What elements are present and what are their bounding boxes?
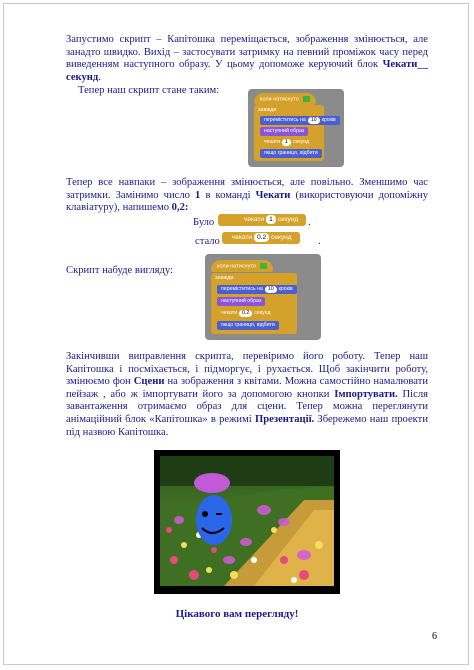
wait-unit-2: секунд (254, 310, 271, 316)
flower-stage-image (154, 450, 340, 594)
wait-block-2 (217, 309, 275, 318)
page-number: 6 (432, 631, 437, 642)
became-wait-unit: секунд (271, 234, 292, 241)
was-wait-value: 1 (266, 215, 276, 224)
decrease-bold-2: Чекати (255, 189, 291, 201)
scratch-script-1 (248, 89, 344, 167)
conclusion-text-2: на зображення з квітами. Можна самостійно намалювати пейзаж , або ж імпортувати його за допомогою кнопки (66, 376, 429, 400)
bounce-block (260, 149, 322, 158)
hat-label: коли натиснуто (260, 96, 299, 103)
conclusion-bold-import: Імпортувати. (334, 388, 398, 400)
conclusion-bold-presentation: Презентації. (255, 413, 315, 425)
bounce-block-2 (217, 321, 279, 330)
hat-label-2: коли натиснуто (217, 263, 256, 270)
paragraph-script-look (66, 265, 173, 278)
next-costume-label-2: наступний образ (221, 298, 262, 304)
became-wait-label: чекати (232, 234, 253, 241)
decrease-text-1: Тепер все навпаки – зображення змінюється, але повільно. Зменшимо час затримки. Замінимо число (66, 177, 428, 201)
when-flag-block-2 (211, 260, 273, 272)
was-wait-label: чекати (244, 216, 265, 223)
decrease-text-2: в команді (205, 189, 251, 201)
move-label: переміститись на (264, 117, 306, 123)
script-look-text: Скрипт набуде вигляду: (66, 265, 173, 276)
move-steps-value-2: 10 (265, 286, 277, 293)
forever-label-2: завжди (215, 275, 234, 281)
move-label-2: переміститись на (221, 286, 263, 292)
script-intro-text: Тепер наш скрипт стане таким: (78, 85, 220, 96)
next-costume-label: наступний образ (264, 128, 305, 134)
bounce-label: якщо границя, відбити (264, 150, 318, 156)
conclusion-text-4: Збережемо наш проекти під назвою Капітошка. (66, 413, 428, 438)
decrease-bold-1: 1 (195, 189, 201, 201)
was-wait-block (218, 214, 306, 226)
intro-end: . (98, 71, 101, 83)
decrease-text-3: (використовуючи допоміжну клавіатуру), напишемо (66, 189, 428, 214)
forever-label: завжди (258, 107, 277, 113)
wait-seconds-value-2: 0.2 (239, 310, 252, 317)
next-costume-block-2 (217, 297, 265, 306)
conclusion-bold-scene: Сцени (133, 376, 165, 388)
was-label: Було (193, 217, 215, 228)
wait-label-2: чекати (221, 310, 238, 316)
move-steps-value: 10 (308, 117, 320, 124)
green-flag-icon-2 (260, 263, 267, 269)
became-wait-value: 0.2 (254, 233, 269, 242)
move-block-2 (217, 285, 297, 294)
became-wait-block (222, 232, 300, 244)
paragraph-decrease-delay (66, 177, 428, 215)
move-block (260, 116, 340, 125)
intro-text: Запустимо скрипт – Капітошка переміщається, зображення змінюється, але занадто швидко. Вихід – застосувати затримку на певний проміжок часу перед виведенням наступного образу. У цьому допоможе керуючий блок (66, 34, 428, 71)
when-flag-block (254, 93, 316, 105)
conclusion-text-1: Закінчивши виправлення скрипта, перевіримо його роботу. Тепер наш Капітошка і посміхається, і підморгує, і рухається. Щоб закінчити роботу, змінюємо фон (66, 351, 428, 388)
decrease-colon: : (184, 202, 189, 214)
green-flag-icon (303, 96, 310, 102)
wait-block (260, 138, 313, 147)
move-unit: кроків (321, 117, 336, 123)
became-label: стало (195, 236, 220, 247)
became-end: . (318, 236, 321, 247)
intro-bold-block: Чекати__ секунд (66, 59, 428, 83)
wait-seconds-value: 1 (282, 139, 291, 146)
paragraph-script-intro (78, 85, 219, 98)
bounce-label-2: якщо границя, відбити (221, 322, 275, 328)
wait-unit: секунд (292, 139, 310, 145)
next-costume-block (260, 127, 308, 136)
paragraph-intro (66, 34, 428, 84)
wait-label: чекати (264, 139, 281, 145)
was-end: . (308, 217, 311, 228)
stage-screenshot (154, 450, 340, 594)
closing-caption: Цікавого вам перегляду! (175, 608, 299, 620)
was-wait-unit: секунд (277, 216, 299, 223)
conclusion-text-3: Після завантаження отримаємо образ для сцени. Тепер можна переглянути анімаційний блок «Капітошка» в режимі (66, 388, 428, 425)
paragraph-conclusion (66, 351, 428, 439)
move-unit-2: кроків (278, 286, 293, 292)
scratch-script-2 (205, 254, 321, 340)
decrease-bold-3: 0,2 (171, 202, 185, 214)
